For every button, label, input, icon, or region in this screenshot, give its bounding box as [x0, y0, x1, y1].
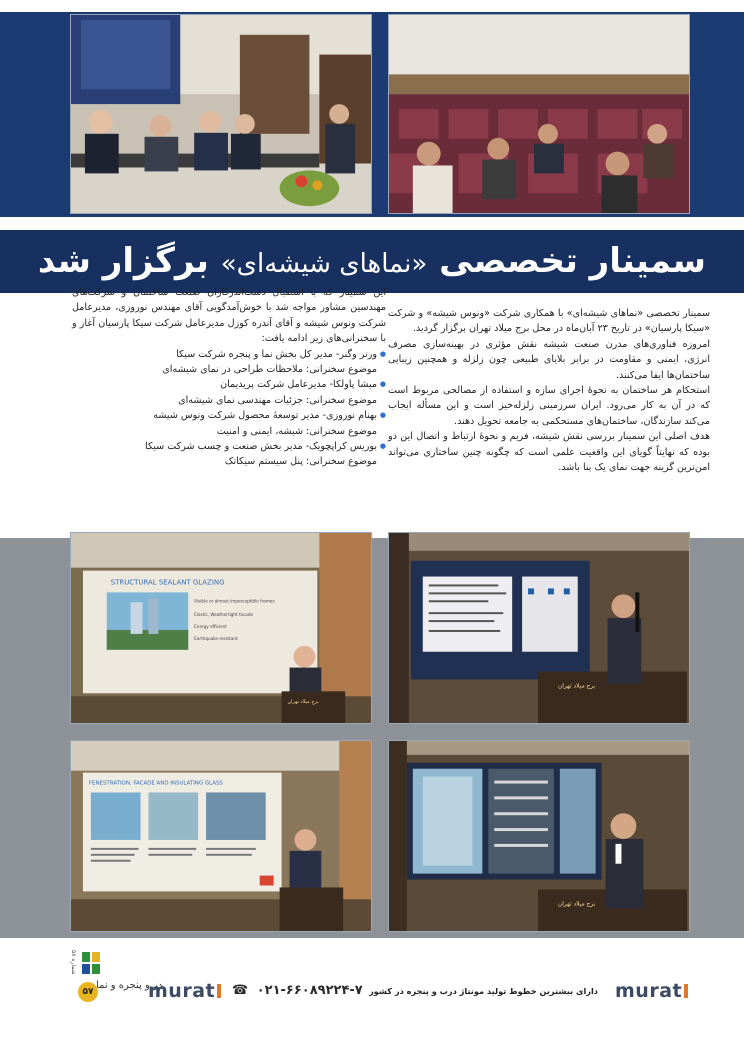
speaker-name: ● میشا پاولکا- مدیرعامل شرکت پریدیمان [72, 377, 386, 392]
speaker-name: ● بوریس کراپچویک- مدیر بخش صنعت و چسب شرکت سیکا [72, 439, 386, 454]
brand-logo-text: murat [615, 980, 683, 1002]
article-paragraph: سمینار تخصصی «نماهای شیشه‌ای» با همکاری شرکت «ونوس شیشه» و شرکت «سیکا پارسیان» در تاریخ ۲۳ آبان‌ماه در محل برج میلاد تهران برگزار گردید. [388, 308, 710, 335]
photo-panel-speakers [70, 14, 372, 214]
speaker-name: ● بهنام نوروزی- مدیر توسعهٔ محصول شرکت ونوس شیشه [72, 408, 386, 423]
page-number: ۵۷ [78, 982, 98, 1002]
logo-accent-bar [217, 984, 221, 998]
title-part-2: «نماهای شیشه‌ای» [220, 249, 428, 279]
slide-1-point: Elastic, Weathertight facade [194, 612, 254, 618]
slide-1-point: Earthquake-resistant [194, 635, 238, 641]
phone-icon: ☎ [232, 983, 249, 998]
article-column-left [72, 285, 386, 470]
slide-1-title: STRUCTURAL SEALANT GLAZING [110, 578, 225, 587]
speaker-name: ● ورنر وگنر- مدیر کل بخش نما و پنجره شرکت سیکا [72, 347, 386, 362]
page-title [38, 236, 706, 286]
article-intro: این سمینار که با استقبال دست‌اندرکاران صنعت ساختمان و شرکت‌های مهندسین مشاور مواجه شد با خوش‌آمدگویی آقای مهندس نوروزی، مدیرعامل شرکت ونوس شیشه و آقای آندره کوزل مدیرعامل شرکت سیکا پارسیان آغاز و با سخنرانی‌های زیر ادامه یافت: [72, 287, 386, 345]
slide-2-title: FENESTRATION, FACADE AND INSULATING GLASS [88, 780, 223, 787]
podium-label: برج میلاد تهران [557, 682, 596, 690]
footer [0, 940, 744, 1053]
issue-text: شماره ۵۸ [70, 950, 77, 975]
speaker-topic: موضوع سخنرانی: شیشه، ایمنی و امنیت [216, 425, 377, 437]
slide-1-point: Visible or almost imperceptible frames [194, 598, 275, 604]
speaker-topic: موضوع سخنرانی: ملاحظات طراحی در نمای شیشه‌ای [162, 364, 377, 376]
photo-speaker-dark-slide [388, 532, 690, 724]
photo-audience [388, 14, 690, 214]
article-paragraph: امروزه فناوری‌های مدرن صنعت شیشه نقش مؤثری در بهینه‌سازی مصرف انرژی، ایمنی و مقاومت در برابر بلایای طبیعی چون زلزله و همچنین زیبایی ساختمان‌ها ایفا می‌کنند. [388, 338, 710, 381]
phone-contact [232, 983, 363, 998]
speaker-topic: موضوع سخنرانی: جزئیات مهندسی نمای شیشه‌ای [178, 394, 377, 406]
slide-1-point: Energy efficient [194, 624, 227, 629]
footer-tagline: دارای بیشترین خطوط تولید مونتاژ درب و پنجره در کشور [369, 986, 598, 996]
article-column-right [388, 306, 710, 475]
photo-speaker-fenestration [70, 740, 372, 932]
title-part-3: برگزار شد [37, 241, 209, 281]
magazine-name: در و پنجره و نما [96, 980, 163, 991]
magazine-logo-icon [80, 948, 102, 978]
speaker-topic: موضوع سخنرانی: پنل سیستم سیکاتک [224, 456, 377, 468]
podium-label: برج میلاد تهران [557, 900, 596, 908]
photo-speaker-structural-glazing [70, 532, 372, 724]
article-paragraph: هدف اصلی این سمینار بررسی نقش شیشه، فریم و نحوهٔ ارتباط و اتصال این دو بوده که نهایتاً گویای این واقعیت علمی است که چگونه چنین ساختاری می‌تواند امن‌ترین گزینه جهت نمای یک بنا باشد. [388, 431, 710, 474]
brand-logo-text: murat [148, 980, 216, 1002]
brand-logo-left [148, 980, 221, 1002]
title-part-1: سمینار تخصصی [439, 241, 706, 281]
article-paragraph: استحکام هر ساختمان به نحوهٔ اجرای سازه و استفاده از مصالحی مربوط است که در آن به کار می‌رود. ایران سرزمینی زلزله‌خیز است و این مسأله ایجاب می‌کند سازندگان، ساختمان‌های مستحکمی به جامعه تحویل دهند. [388, 385, 710, 427]
podium-label: برج میلاد تهران [287, 699, 319, 706]
phone-number: ۰۲۱-۶۶۰۸۹۲۲۴-۷ [256, 983, 363, 998]
photo-speaker-building-slide [388, 740, 690, 932]
logo-accent-bar [684, 984, 688, 998]
title-bar [0, 230, 744, 293]
brand-logo-right [615, 980, 688, 1002]
